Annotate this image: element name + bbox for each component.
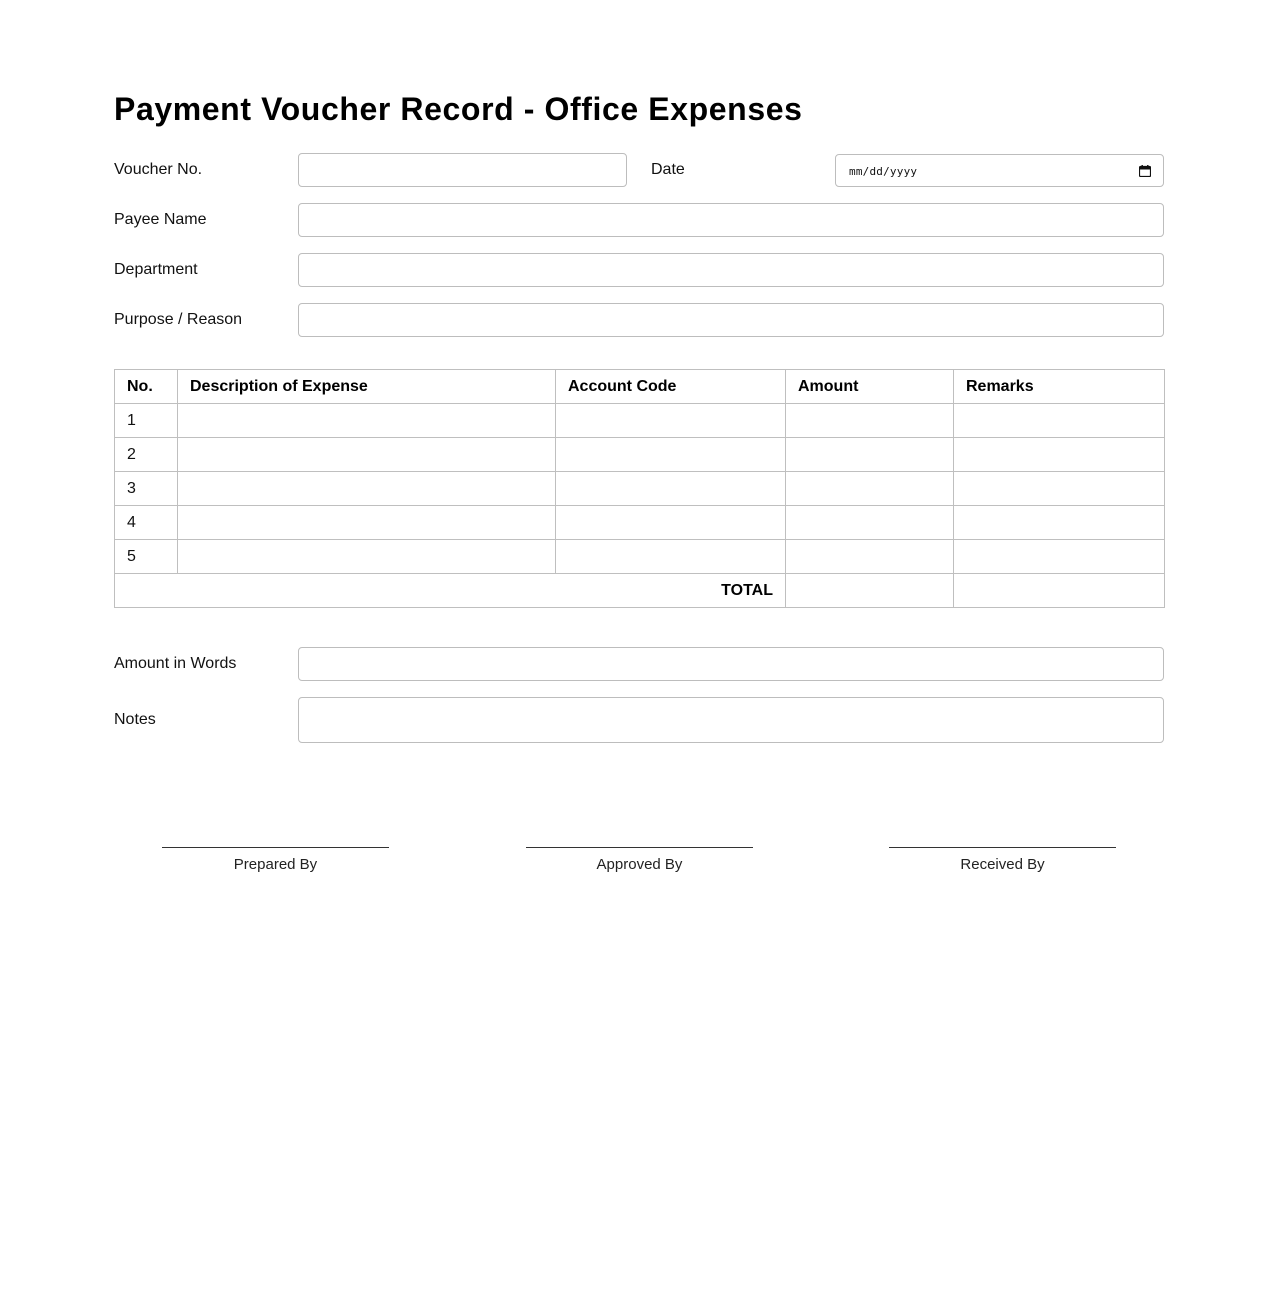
amount-cell[interactable] <box>786 404 954 438</box>
row-number-cell: 4 <box>115 506 178 540</box>
purpose-input[interactable] <box>298 303 1164 337</box>
table-row <box>115 506 1165 540</box>
account-code-cell[interactable] <box>556 540 786 574</box>
calendar-icon[interactable] <box>1139 165 1151 177</box>
payee-name-label: Payee Name <box>114 211 207 228</box>
signature-label: Approved By <box>596 856 683 873</box>
department-input[interactable] <box>298 253 1164 287</box>
remarks-cell[interactable] <box>954 404 1165 438</box>
column-header-no: No. <box>115 370 178 404</box>
column-header-account-code: Account Code <box>556 370 786 404</box>
notes-textarea[interactable] <box>298 697 1164 743</box>
account-code-cell[interactable] <box>556 506 786 540</box>
row-number-cell: 2 <box>115 438 178 472</box>
description-cell[interactable] <box>178 438 556 472</box>
amount-in-words-input[interactable] <box>298 647 1164 681</box>
row-number-cell: 5 <box>115 540 178 574</box>
table-row <box>115 438 1165 472</box>
amount-cell[interactable] <box>786 506 954 540</box>
remarks-cell[interactable] <box>954 438 1165 472</box>
total-amount-cell[interactable] <box>786 574 954 608</box>
table-header-row <box>115 370 1165 404</box>
remarks-cell[interactable] <box>954 540 1165 574</box>
signature-prepared-by <box>162 847 389 874</box>
column-header-amount: Amount <box>786 370 954 404</box>
date-placeholder: mm/dd/yyyy <box>849 164 918 178</box>
amount-cell[interactable] <box>786 540 954 574</box>
description-cell[interactable] <box>178 472 556 506</box>
account-code-cell[interactable] <box>556 404 786 438</box>
signature-received-by <box>889 847 1116 874</box>
signature-approved-by <box>526 847 753 874</box>
date-input[interactable] <box>835 154 1164 187</box>
voucher-no-label: Voucher No. <box>114 161 203 178</box>
signature-label: Prepared By <box>233 856 318 873</box>
account-code-cell[interactable] <box>556 438 786 472</box>
remarks-cell[interactable] <box>954 506 1165 540</box>
amount-cell[interactable] <box>786 472 954 506</box>
description-cell[interactable] <box>178 404 556 438</box>
expense-table <box>114 369 1165 608</box>
column-header-remarks: Remarks <box>954 370 1165 404</box>
total-remarks-cell[interactable] <box>954 574 1165 608</box>
description-cell[interactable] <box>178 540 556 574</box>
remarks-cell[interactable] <box>954 472 1165 506</box>
table-row <box>115 404 1165 438</box>
amount-cell[interactable] <box>786 438 954 472</box>
row-number-cell: 1 <box>115 404 178 438</box>
purpose-label: Purpose / Reason <box>114 311 243 328</box>
description-cell[interactable] <box>178 506 556 540</box>
notes-label: Notes <box>114 711 156 728</box>
total-row <box>115 574 1165 608</box>
account-code-cell[interactable] <box>556 472 786 506</box>
payee-name-input[interactable] <box>298 203 1164 237</box>
page-title: Payment Voucher Record - Office Expenses <box>114 91 803 127</box>
amount-in-words-label: Amount in Words <box>114 655 237 672</box>
table-row <box>115 540 1165 574</box>
date-label: Date <box>651 161 685 178</box>
total-label: TOTAL <box>115 574 786 608</box>
row-number-cell: 3 <box>115 472 178 506</box>
department-label: Department <box>114 261 198 278</box>
table-row <box>115 472 1165 506</box>
voucher-no-input[interactable] <box>298 153 627 187</box>
signature-label: Received By <box>960 856 1045 873</box>
column-header-description: Description of Expense <box>178 370 556 404</box>
